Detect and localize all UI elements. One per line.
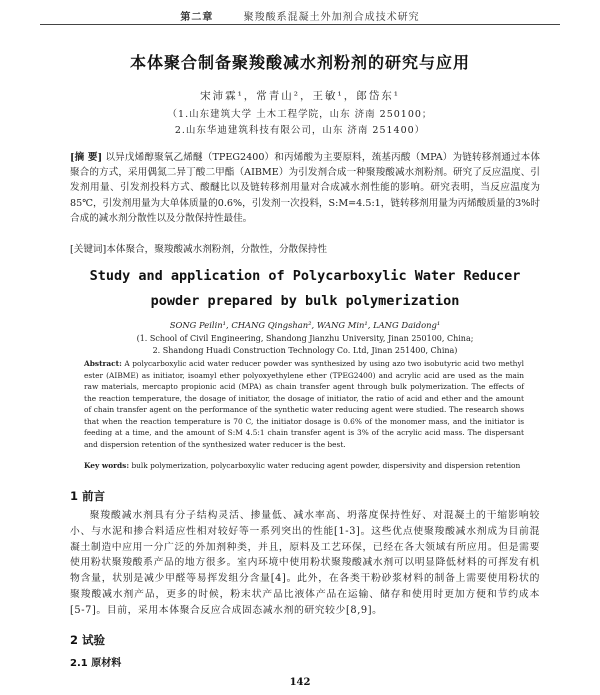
section-2-heading: 2 试验 [70,633,106,647]
page-number: 142 [289,677,311,688]
running-header [60,8,540,23]
section-2-1-heading: 2.1 原材料 [70,658,122,669]
header-rule [40,24,560,25]
chinese-keywords-text: 本体聚合，聚羧酸减水剂粉剂，分散性，分散保持性 [106,244,327,255]
english-title-line-2: powder prepared by bulk polymerization [150,293,460,309]
running-header-chapter: 第二章 [180,12,214,23]
chinese-affiliation-1: （1.山东建筑大学 土木工程学院，山东 济南 250100； [167,109,433,120]
english-keywords-text: bulk polymerization, polycarboxylic water reducing agent powder, dispersivity and dispersion retention [131,461,521,470]
section-1-heading: 1 前言 [70,489,106,503]
english-affiliation-2: 2. Shandong Huadi Construction Technology Co. Ltd, Jinan 251400, China) [152,346,458,355]
chinese-title: 本体聚合制备聚羧酸减水剂粉剂的研究与应用 [129,53,470,72]
english-affiliation-1: (1. School of Civil Engineering, Shandong Jianzhu University, Jinan 250100, China; [136,334,474,343]
english-title-line-1: Study and application of Polycarboxylic Water Reducer [89,268,521,284]
chinese-authors: 宋沛霖¹，常青山²，王敏¹，郎岱东¹ [200,90,400,102]
chinese-abstract [70,150,540,226]
english-authors: SONG Peilin¹, CHANG Qingshan², WANG Min¹, LANG Daidong¹ [169,320,441,330]
chinese-keywords-label: [关键词] [70,244,107,255]
chinese-abstract-text: 以异戊烯醇聚氧乙烯醚（TPEG2400）和丙烯酸为主要原料，巯基丙酸（MPA）为链转移剂通过本体聚合的方式，采用偶氮二异丁酸二甲酯（AIBME）为引发剂合成一种聚羧酸减水剂粉剂。研究了反应温度、引发剂用量、引发剂投料方式、酸醚比以及链转移剂用量对合成减水剂性能的影响。研究表明，当反应温度为85℃，引发剂用量为大单体质量的0.6%，引发剂一次投料，S:M=4.5:1，链转移剂用量为丙烯酸质量的3%时合成的减水剂分散性以及分散保持性最佳。 [70,152,541,224]
chinese-affiliation-2: 2.山东华迪建筑科技有限公司，山东 济南 251400） [174,125,426,136]
section-1-paragraph: 聚羧酸减水剂具有分子结构灵活、掺量低、减水率高、坍落度保持性好、对混凝土的干缩影响较小、与水泥和掺合料适应性相对较好等一系列突出的性能[1-3]。这些优点使聚羧酸减水剂成为目前混凝土制造中应用一分广泛的外加剂种类，并且，原料及工艺环保，已经在各大领域有所应用。但是需要使用粉状聚羧酸系产品的地方很多。室内环境中使用粉状聚羧酸减水剂可以明显降低材料的可挥发有机物含量，状别是减少甲醛等易挥发组分含量[4]。此外，在各类干粉砂浆材料的制备上需要使用粉状的聚羧酸减水剂产品，更多的时候，粉末状产品比液体产品在运输、储存和使用时更加方便和节约成本[5-7]。目前，采用本体聚合反应合成固态减水剂的研究较少[8,9]。 [70,510,540,616]
english-keywords-label: Key words: [84,461,130,470]
english-abstract-text: A polycarboxylic acid water reducer powder was synthesized by using azo two isobutyric acid two methyl ester (AIBME) as initiator, isoamyl ether polyoxyethylene ether (TPEG2400) and acrylic acid are used as the main raw materials, mercapto propionic acid (MPA) as chain transfer agent through bulk polymerization. The effects of the reaction temperature, the dosage of initiator, the dosage of initiator, the ratio of acid and ether and the amount of chain transfer agent on the performance of the synthetic water reducing agent were studied. The research shows that when the reaction temperature is 70 C, the initiator dosage is 0.6% of the monomer mass, and the initiator is feeding at a time, and the amount of S:M 4.5:1 chain transfer agent is 3% of the acrylic acid mass. The dispersant and dispersion retention of the synthesized water reducer is the best. [84,359,524,449]
english-abstract-label: Abstract: [84,359,122,368]
chinese-keywords [70,241,540,255]
english-keywords [84,460,524,472]
chinese-abstract-label: [摘 要] [70,152,103,163]
english-abstract [84,358,524,450]
running-header-title: 聚羧酸系混凝土外加剂合成技术研究 [243,12,420,23]
